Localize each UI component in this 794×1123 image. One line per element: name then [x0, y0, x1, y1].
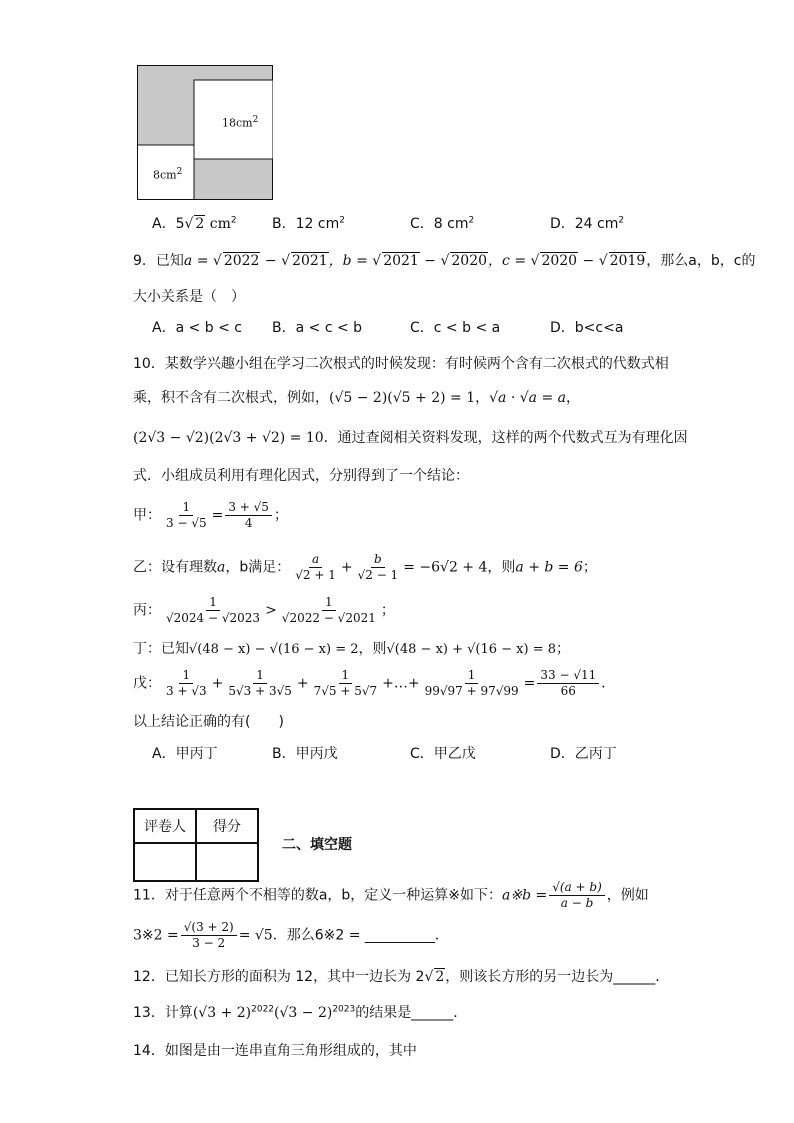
q10-option-d[interactable]: D．乙丙丁 — [550, 746, 617, 762]
q10-line2: 乘，积不含有二次根式，例如，(√5 − 2)(√5 + 2) = 1，√a · √a = a， — [133, 390, 580, 406]
score-table-grader-cell[interactable] — [134, 843, 196, 881]
q10-jia: 甲： $\frac{1}{3 - √5}$ = $\frac{3 + √5}{4}$ ； — [133, 500, 288, 530]
q9-stem-line2: 大小关系是（ ） — [133, 289, 245, 305]
score-table — [133, 808, 259, 882]
q10-line4: 式．小组成员利用有理化因式，分别得到了一个结论： — [133, 468, 469, 484]
q13: 13．计算$(√3 + 2)^{2022}(√3 - 2)^{2023}$的结果是______． — [133, 1004, 468, 1021]
q10-line3: (2√3 − √2)(2√3 + √2) = 10．通过查阅相关资料发现，这样的两个代数式互为有理化因 — [133, 430, 688, 446]
q8-option-c[interactable]: C．8 $cm^2$ — [410, 215, 475, 232]
q9-option-d[interactable]: D．b<c<a — [550, 320, 624, 336]
q10-yi: 乙：设有理数a，b满足： $\frac{a}{√2 + 1}$ + $\frac{b}{√2 - 1}$ = −6√2 + 4，则a + b = 6； — [133, 552, 597, 582]
score-table-score-cell[interactable] — [196, 843, 258, 881]
q8-option-b[interactable]: B．12 $cm^2$ — [272, 215, 345, 232]
score-table-header-score: 得分 — [196, 809, 258, 843]
q10-wu: 戊： $\frac{1}{3 + √3}$ + $\frac{1}{5√3 + 3√5}$ + $\frac{1}{7√5 + 5√7}$ +…+ $\frac{1}{99√97 + 97√99}$ = $\frac{33 - √11}{66}$ ． — [133, 668, 616, 698]
q9-option-a[interactable]: A．a < b < c — [152, 320, 243, 336]
q10-option-c[interactable]: C．甲乙戊 — [410, 746, 476, 762]
q8-option-a[interactable]: A．5√ 2 $cm^2$ — [152, 215, 237, 232]
q10-option-b[interactable]: B．甲丙戊 — [272, 746, 338, 762]
q10-question: 以上结论正确的有( ) — [133, 714, 284, 730]
q11-line2: 3※2 = $\frac{√(3 + 2)}{3 - 2}$ = √5．那么6※2 = __________． — [133, 920, 449, 950]
score-table-header-grader: 评卷人 — [134, 809, 196, 843]
q10-option-a[interactable]: A．甲丙丁 — [152, 746, 218, 762]
q10-bing: 丙： $\frac{1}{√2024 - √2023}$ > $\frac{1}{√2022 - √2021}$ ； — [133, 595, 395, 625]
q11-line1: 11．对于任意两个不相等的数a，b，定义一种运算※如下：a※b = $\frac{√(a + b)}{a - b}$ ，例如 — [133, 880, 649, 910]
q9-stem: 9．已知a = √ 2022 − √ 2021，b = √ 2021 − √ 2020，c = √ 2020 − √ 2019，那么a，b，c的 — [133, 253, 756, 269]
q12: 12．已知长方形的面积为 12，其中一边长为 2√ 2，则该长方形的另一边长为______． — [133, 969, 670, 985]
square-figure — [137, 65, 273, 200]
q9-option-c[interactable]: C．c < b < a — [410, 320, 501, 336]
q10-ding: 丁：已知√(48 − x) − √(16 − x) = 2，则√(48 − x) + √(16 − x) = 8； — [133, 641, 571, 657]
large-square-label: $18cm^2$ — [222, 115, 259, 130]
q10-line1: 10．某数学兴趣小组在学习二次根式的时候发现：有时候两个含有二次根式的代数式相 — [133, 356, 669, 372]
q9-option-b[interactable]: B．a < c < b — [272, 320, 363, 336]
q8-option-d[interactable]: D．24 $cm^2$ — [550, 215, 625, 232]
small-square-label: $8cm^2$ — [153, 167, 183, 182]
section-title: 二、填空题 — [282, 837, 352, 853]
q14: 14．如图是由一连串直角三角形组成的，其中 — [133, 1043, 417, 1059]
